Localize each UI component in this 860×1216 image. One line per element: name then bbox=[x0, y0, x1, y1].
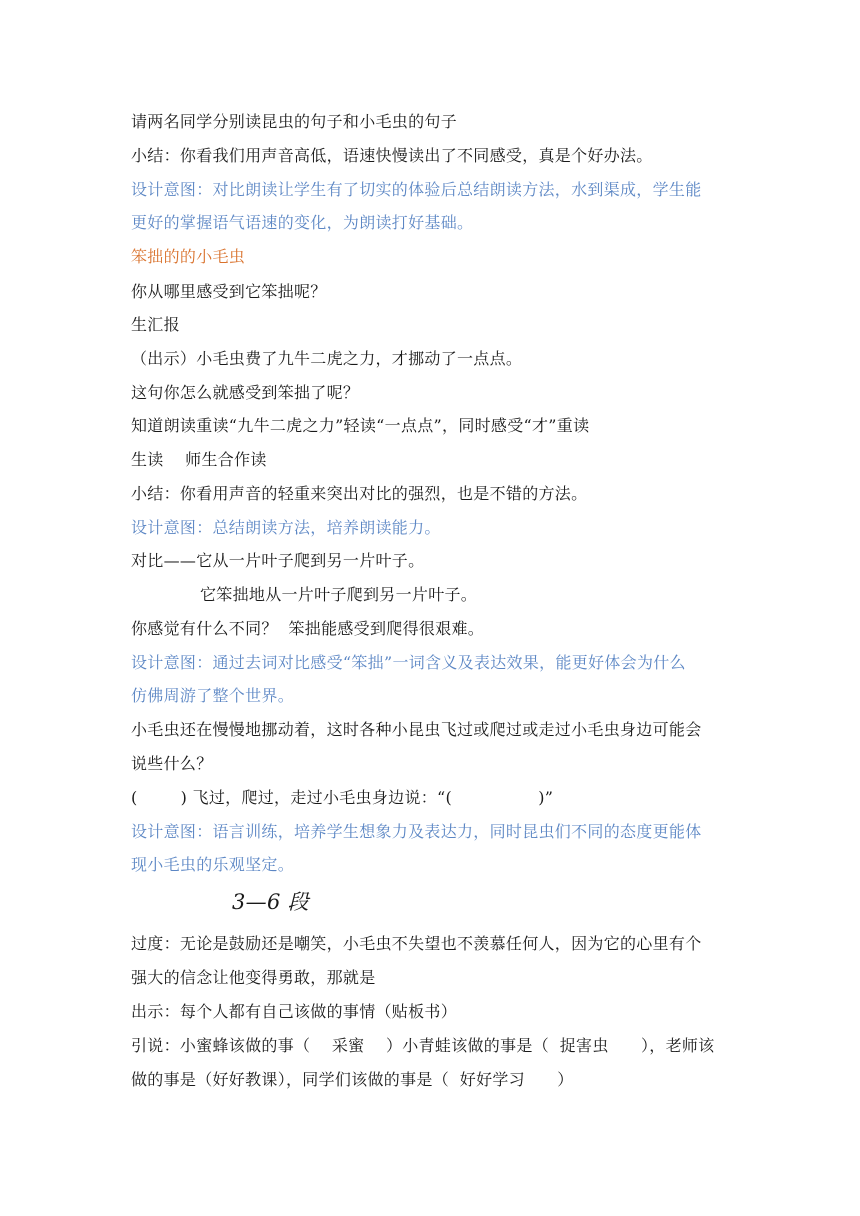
text-line: 强大的信念让他变得勇敢，那就是 bbox=[131, 968, 376, 987]
design-intent-line: 更好的掌握语气语速的变化，为朗读打好基础。 bbox=[131, 213, 474, 232]
design-intent-line: 设计意图：总结朗读方法，培养朗读能力。 bbox=[131, 518, 441, 537]
summary-line: 小结：你看用声音的轻重来突出对比的强烈，也是不错的方法。 bbox=[131, 484, 588, 503]
design-intent-line: 仿佛周游了整个世界。 bbox=[131, 686, 295, 705]
design-intent-line: 设计意图：语言训练，培养学生想象力及表达力，同时昆虫们不同的态度更能体 bbox=[131, 822, 702, 841]
section-heading: 3—6 段 bbox=[232, 890, 309, 914]
text-line: 请两名同学分别读昆虫的句子和小毛虫的句子 bbox=[131, 112, 458, 131]
text-line: 它笨拙地从一片叶子爬到另一片叶子。 bbox=[200, 585, 478, 604]
design-intent-line: 现小毛虫的乐观坚定。 bbox=[131, 855, 295, 874]
text-line: 生读 师生合作读 bbox=[131, 450, 267, 469]
text-line: 说些什么？ bbox=[131, 754, 213, 773]
text-line: 生汇报 bbox=[131, 315, 180, 334]
text-line: 出示：每个人都有自己该做的事情（贴板书） bbox=[131, 1002, 458, 1021]
design-intent-line: 设计意图：对比朗读让学生有了切实的体验后总结朗读方法，水到渠成，学生能 bbox=[131, 180, 702, 199]
design-intent-line: 设计意图：通过去词对比感受“笨拙”一词含义及表达效果，能更好体会为什么 bbox=[131, 653, 686, 672]
text-line: 小毛虫还在慢慢地挪动着，这时各种小昆虫飞过或爬过或走过小毛虫身边可能会 bbox=[131, 720, 702, 739]
text-line: 知道朗读重读“九牛二虎之力”轻读“一点点”，同时感受“才”重读 bbox=[131, 416, 590, 435]
text-line: 这句你怎么就感受到笨拙了呢？ bbox=[131, 383, 360, 402]
fill-in-blank-line: 做的事是（好好教课），同学们该做的事是（ 好好学习 ） bbox=[131, 1070, 574, 1089]
text-line: 你感觉有什么不同？ 笨拙能感受到爬得很艰难。 bbox=[131, 619, 485, 638]
text-line: 对比——它从一片叶子爬到另一片叶子。 bbox=[131, 551, 425, 570]
text-line: 过度：无论是鼓励还是嘲笑，小毛虫不失望也不羡慕任何人，因为它的心里有个 bbox=[131, 934, 702, 953]
summary-line: 小结：你看我们用声音高低，语速快慢读出了不同感受，真是个好办法。 bbox=[131, 146, 653, 165]
fill-in-blank-line: 引说：小蜜蜂该做的事（ 采蜜 ）小青蛙该做的事是（ 捉害虫 ），老师该 bbox=[131, 1036, 715, 1055]
text-line: （出示）小毛虫费了九牛二虎之力，才挪动了一点点。 bbox=[131, 349, 523, 368]
text-line: 你从哪里感受到它笨拙呢？ bbox=[131, 282, 327, 301]
section-subtitle: 笨拙的的小毛虫 bbox=[131, 247, 246, 266]
fill-in-blank-line: ( ) 飞过，爬过，走过小毛虫身边说：“( )” bbox=[131, 788, 554, 807]
